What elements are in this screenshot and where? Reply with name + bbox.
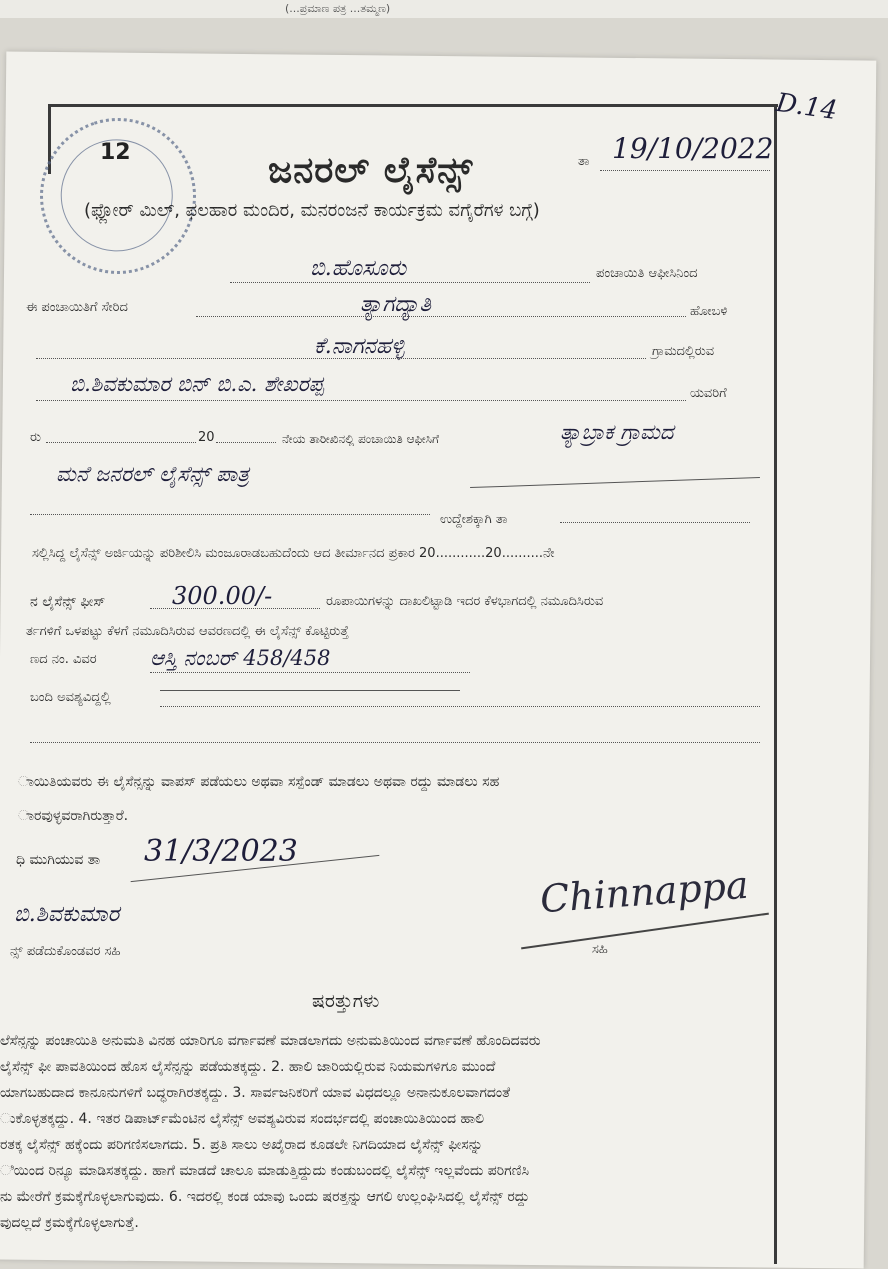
expiry-value: 31/3/2023 (144, 834, 298, 869)
date-row-line-2 (216, 442, 276, 443)
hobli-line (196, 316, 686, 317)
terms-line: ವುದಲ್ಲದೆ ಕ್ರಮಕ್ಕೆಗೊಳ್ಳಲಾಗುತ್ತೆ. (0, 1215, 139, 1231)
purpose-value: ಮನೆ ಜನರಲ್ ಲೈಸೆನ್ಸ್ ಪಾತ್ರ (56, 462, 250, 486)
extra-label: ಬಂದಿ ಅವಶ್ಯವಿದ್ದಲ್ಲಿ (30, 690, 111, 705)
date-line (600, 170, 770, 171)
terms-line: ಿಯಿಂದ ರಿನ್ಯೂ ಮಾಡಿಸತಕ್ಕದ್ದು. ಹಾಗೆ ಮಾಡದೆ ಚಾಲೂ ಮಾಡುತ್ತಿದ್ದುದು ಕಂಡುಬಂದಲ್ಲಿ ಲೈಸೆನ್ಸ್ ಇಲ್ಲವೆಂದು ಪರಿಗಣಿಸಿ (0, 1163, 530, 1179)
fee-suffix: ರೂಪಾಯಿಗಳನ್ನು ದಾಖಲಿಟ್ಟಾಡಿ ಇದರ ಕೆಳಭಾಗದಲ್ಲಿ ನಮೂದಿಸಿರುವ (326, 594, 604, 609)
issue-date-handwritten: 19/10/2022 (612, 132, 774, 165)
terms-line: ುಕೊಳ್ಳತಕ್ಕದ್ದು. 4. ಇತರ ಡಿಪಾರ್ಟ್‌ಮೆಂಟಿನ ಲೈಸೆನ್ಸ್ ಅವಶ್ಯವಿರುವ ಸಂದರ್ಭದಲ್ಲಿ ಪಂಚಾಯಿತಿಯಿಂದ ಹಾಲಿ (0, 1111, 485, 1127)
receipt-label: ಣದ ನಂ. ವಿವರ (30, 652, 97, 667)
stamp-number: 12 (100, 140, 131, 165)
revoke-line-2: ಾರವುಳ್ಳವರಾಗಿರುತ್ತಾರೆ. (18, 808, 129, 824)
terms-list (0, 1028, 770, 1236)
officer-signature-label: ಸಹಿ (592, 942, 608, 957)
panchayat-value: ಬಿ.ಹೊಸೂರು (310, 256, 407, 281)
licensee-line (36, 400, 686, 401)
officer-signature: Chinnappa (538, 862, 750, 922)
frame-top-border (48, 104, 778, 107)
year-prefix: 20 (198, 430, 215, 445)
holder-signature-label: ನ್ಸ್ ಪಡೆದುಕೊಂಡವರ ಸಹಿ (10, 944, 121, 959)
belonging-label: ಈ ಪಂಚಾಯಿತಿಗೆ ಸೇರಿದ (26, 300, 128, 315)
purpose-line (30, 514, 430, 515)
purpose-line-2 (560, 522, 750, 523)
receipt-value: ಆಸ್ತಿ ನಂಬರ್ 458/458 (150, 646, 331, 670)
top-strip (0, 0, 888, 18)
holder-signature: ಬಿ.ಶಿವಕುಮಾರ (14, 902, 120, 927)
date-row-line (46, 442, 196, 443)
terms-line: ಲೈಸೆನ್ಸ್ ಫೀ ಪಾವತಿಯಿಂದ ಹೊಸ ಲೈಸೆನ್ಸನ್ನು ಪಡೆಯತಕ್ಕದ್ದು. 2. ಹಾಲಿ ಜಾರಿಯಲ್ಲಿರುವ ನಿಯಮಗಳಿಗೂ ಮುಂದೆ (0, 1059, 496, 1075)
receipt-line (150, 672, 470, 673)
terms-line: ಲೆಸೆನ್ಸನ್ನು ಪಂಚಾಯಿತಿ ಅನುಮತಿ ವಿನಹ ಯಾರಿಗೂ ವರ್ಗಾವಣೆ ಮಾಡಲಾಗದು ಅನುಮತಿಯಿಂದ ವರ್ಗಾವಣೆ ಹೊಂದಿದವರು (0, 1033, 541, 1049)
fee-label: ನ ಲೈಸೆನ್ಸ್ ಫೀಸ್ (30, 594, 106, 610)
date-row-prefix: ರು (30, 430, 42, 445)
page-title: ಜನರಲ್ ಲೈಸೆನ್ಸ್ (268, 150, 474, 191)
purpose-label: ಉದ್ದೇಶಕ್ಕಾಗಿ ತಾ (440, 512, 508, 527)
village-label: ಗ್ರಾಮದಲ್ಲಿರುವ (652, 344, 715, 359)
licensee-label: ಯವರಿಗೆ (690, 386, 727, 401)
terms-line: ನು ಮೇರೆಗೆ ಕ್ರಮಕ್ಕೆಗೊಳ್ಳಲಾಗುವುದು. 6. ಇದರಲ್ಲಿ ಕಂಡ ಯಾವು ಒಂದು ಷರತ್ತನ್ನು ಆಗಲಿ ಉಲ್ಲಂಘಿಸಿದಲ್ಲಿ ಲೈಸೆನ್ಸ್ ರದ್ದು (0, 1189, 530, 1205)
date-row-value: ತ್ಯಾಬ್ರಾಕ ಗ್ರಾಮದ (560, 420, 674, 444)
village-line (36, 358, 646, 359)
conditions-line: ರ್ತಗಳಿಗೆ ಒಳಪಟ್ಟು ಕೆಳಗೆ ನಮೂದಿಸಿರುವ ಆವರಣದಲ್ಲಿ ಈ ಲೈಸೆನ್ಸ್ ಕೊಟ್ಟಿರುತ್ತೆ (26, 624, 349, 639)
fee-value: 300.00/- (172, 582, 273, 610)
terms-line: ಯಾಗಬಹುದಾದ ಕಾನೂನುಗಳಿಗೆ ಬದ್ಧರಾಗಿರತಕ್ಕದ್ದು. 3. ಸಾರ್ವಜನಿಕರಿಗೆ ಯಾವ ವಿಧದಲ್ಲೂ ಅನಾನುಕೂಲವಾಗದಂತೆ (0, 1085, 511, 1101)
licensee-name: ಬಿ.ಶಿವಕುಮಾರ ಬಿನ್ ಬಿ.ಎ. ಶೇಖರಪ್ಪ (70, 372, 324, 396)
corner-note-handwritten: D.14 (774, 87, 840, 127)
terms-heading: ಷರತ್ತುಗಳು (312, 990, 380, 1012)
expiry-label: ಧಿ ಮುಗಿಯುವ ತಾ (16, 852, 101, 868)
hobli-value: ತ್ಯಾಗದ್ಯಾತಿ (360, 292, 432, 317)
frame-right-border (774, 104, 777, 1264)
revoke-line-1: ಾಯಿತಿಯವರು ಈ ಲೈಸೆನ್ಸನ್ನು ವಾಪಸ್ ಪಡೆಯಲು ಅಥವಾ ಸಸ್ಪೆಂಡ್ ಮಾಡಲು ಅಥವಾ ರದ್ದು ಮಾಡಲು ಸಹ (18, 774, 500, 790)
hobli-label: ಹೋಬಳಿ (690, 304, 728, 319)
terms-line: ರತಕ್ಕ ಲೈಸೆನ್ಸ್ ಹಕ್ಕೆಂದು ಪರಿಗಣಿಸಲಾಗದು. 5. ಪ್ರತಿ ಸಾಲು ಅಖೈರಾದ ಕೂಡಲೇ ನಿಗದಿಯಾದ ಲೈಸೆನ್ಸ್ ಫೀಸನ್ನು (0, 1137, 483, 1153)
extra-line (160, 706, 760, 707)
page-subtitle: (ಫ್ಲೋರ್ ಮಿಲ್, ಫಲಹಾರ ಮಂದಿರ, ಮನರಂಜನೆ ಕಾರ್ಯಕ್ರಮ ವಗೈರೆಗಳ ಬಗ್ಗೆ) (84, 200, 540, 221)
top-strip-text: (...ಪ್ರಮಾಣ ಪತ್ರ ...ತಮ್ಮಣ) (285, 2, 391, 15)
village-value: ಕೆ.ನಾಗನಹಳ್ಳಿ (314, 334, 405, 359)
blank-line (30, 742, 760, 743)
panchayat-line (230, 282, 590, 283)
fee-line (150, 608, 320, 609)
date-row-text: ನೇಯ ತಾರೀಖಿನಲ್ಲಿ ಪಂಚಾಯಿತಿ ಆಫೀಸಿಗೆ (282, 432, 439, 446)
panchayat-label: ಪಂಚಾಯಿತಿ ಆಫೀಸಿನಿಂದ (596, 266, 698, 281)
application-line: ಸಲ್ಲಿಸಿದ್ದ ಲೈಸೆನ್ಸ್ ಅರ್ಜಿಯನ್ನು ಪರಿಶೀಲಿಸಿ ಮಂಜೂರಾಡಬಹುದೆಂದು ಆದ ತೀರ್ಮಾನದ ಪ್ರಕಾರ 20............20..........ನೇ (32, 546, 555, 561)
date-label: ತಾ (578, 154, 590, 169)
receipt-rule (160, 690, 460, 691)
